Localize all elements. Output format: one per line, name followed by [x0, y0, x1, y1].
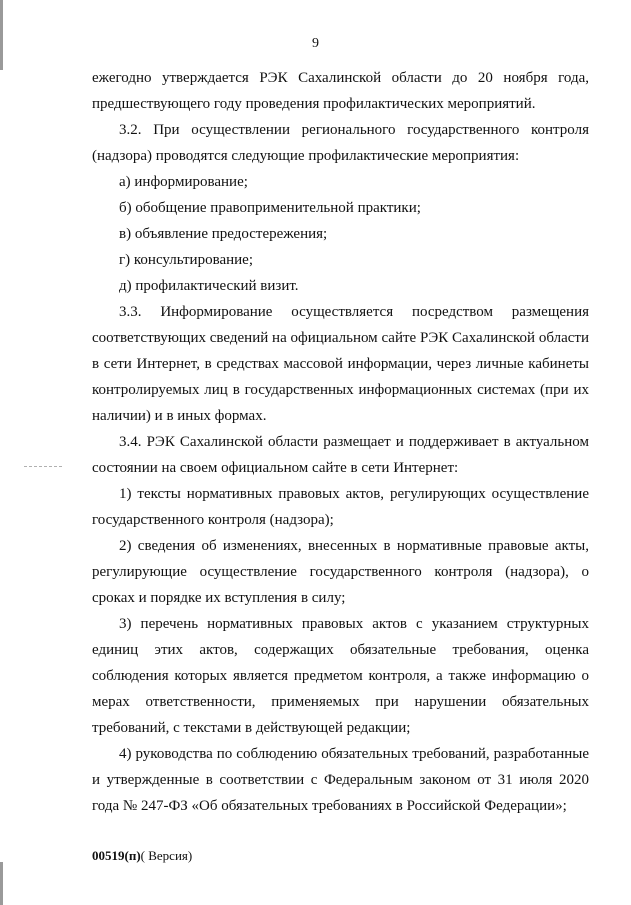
list-item-3: 3) перечень нормативных правовых актов с указанием структурных единиц этих актов, содержащих обязательные требования, оценка соблюдения которых является предметом контроля, а также информацию о мерах ответственности, применяемых при нарушении обязательных требований, с текстами в действующей редакции; — [92, 616, 589, 736]
scan-edge-mark-top — [0, 0, 3, 70]
scan-dash-mark — [24, 466, 62, 467]
list-item-d: д) профилактический визит. — [119, 278, 299, 294]
list-item-4: 4) руководства по соблюдению обязательных требований, разработанные и утвержденные в соответствии с Федеральным законом от 31 июля 2020 года № 247-ФЗ «Об обязательных требованиях в Российской Федерации»; — [92, 746, 589, 814]
document-footer — [92, 848, 192, 864]
paragraph-3-2: 3.2. При осуществлении регионального государственного контроля (надзора) проводятся следующие профилактические мероприятия: — [92, 122, 589, 164]
scan-edge-mark-bottom — [0, 862, 3, 905]
paragraph-3-4: 3.4. РЭК Сахалинской области размещает и поддерживает в актуальном состоянии на своем официальном сайте в сети Интернет: — [92, 434, 589, 476]
list-item-b: б) обобщение правоприменительной практики; — [119, 200, 421, 216]
paragraph-3-3: 3.3. Информирование осуществляется посредством размещения соответствующих сведений на официальном сайте РЭК Сахалинской области в сети Интернет, в средствах массовой информации, через личные кабинеты контролируемых лиц в государственных информационных системах (при их наличии) и в иных формах. — [92, 304, 589, 424]
list-item-g: г) консультирование; — [119, 252, 254, 268]
document-body — [92, 65, 589, 819]
list-item-2: 2) сведения об изменениях, внесенных в нормативные правовые акты, регулирующие осуществление государственного контроля (надзора), о сроках и порядке их вступления в силу; — [92, 538, 589, 606]
document-code: 00519(п) — [92, 848, 141, 863]
document-version: ( Версия) — [140, 848, 193, 863]
page-number: 9 — [312, 36, 319, 51]
paragraph-continuation: ежегодно утверждается РЭК Сахалинской области до 20 ноября года, предшествующего году проведения профилактических мероприятий. — [92, 70, 589, 112]
list-item-v: в) объявление предостережения; — [119, 226, 328, 242]
list-item-1: 1) тексты нормативных правовых актов, регулирующих осуществление государственного контроля (надзора); — [92, 486, 589, 528]
list-item-a: а) информирование; — [119, 174, 248, 190]
